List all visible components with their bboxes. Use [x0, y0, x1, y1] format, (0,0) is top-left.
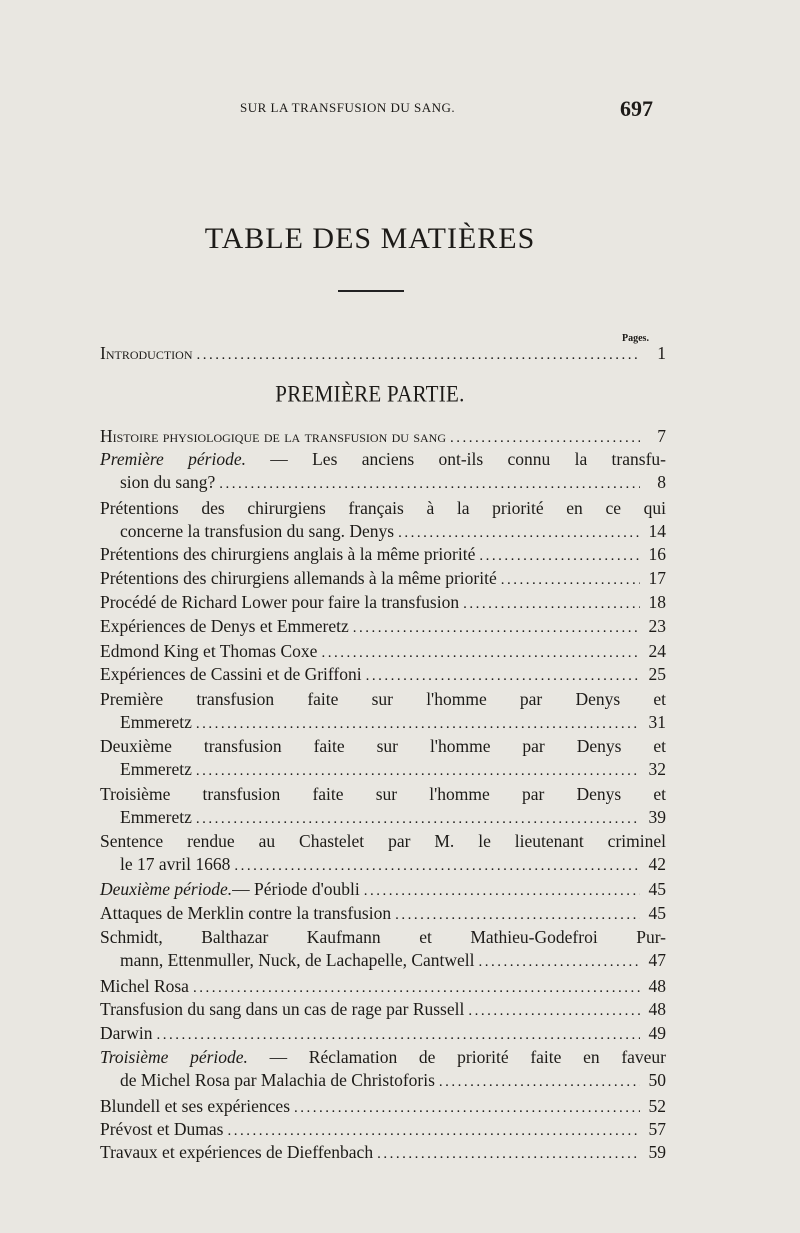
toc-entry-line1: — Les anciens ont-ils connu la transfu- [245, 449, 666, 469]
toc-entry [100, 998, 666, 1021]
toc-entry-page: 14 [648, 521, 666, 541]
toc-entry-page: 16 [648, 544, 666, 564]
toc-entry-text [100, 783, 666, 806]
toc-entry [100, 1141, 666, 1164]
toc-entry-line2: mann, Ettenmuller, Nuck, de Lachapelle, Cantwell [120, 950, 475, 970]
toc-entry [100, 926, 666, 972]
toc-entry-text [100, 830, 666, 853]
toc-entry-line1: Edmond King et Thomas Coxe [100, 641, 318, 661]
leader-dots [219, 473, 640, 496]
toc-entry-line2: le 17 avril 1668 [120, 854, 231, 874]
toc-entry-line1: Expériences de Denys et Emmeretz [100, 616, 349, 636]
leader-dots [398, 522, 640, 545]
toc-entry [100, 878, 666, 901]
toc-entry-page: 24 [648, 641, 666, 661]
toc-entry-page: 23 [648, 616, 666, 636]
leader-dots [294, 1097, 640, 1120]
leader-dots [395, 904, 640, 927]
toc-entry-line2: Emmeretz [120, 712, 192, 732]
toc-entry-page: 52 [648, 1096, 666, 1116]
toc-entry-line1: Darwin [100, 1023, 153, 1043]
leader-dots [196, 713, 640, 736]
toc-entry [100, 902, 666, 925]
toc-entry-text [100, 926, 666, 949]
toc-entry-line2: concerne la transfusion du sang. Denys [120, 521, 395, 541]
toc-entry [100, 975, 666, 998]
leader-dots [197, 344, 641, 367]
toc-entry-page: 47 [648, 950, 666, 970]
toc-entry [100, 663, 666, 686]
toc-entry-page: 48 [648, 976, 666, 996]
leader-dots [439, 1071, 640, 1094]
page-title: TABLE DES MATIÈRES [204, 222, 536, 255]
toc-entry-line1: Schmidt, Balthazar Kaufmann et Mathieu-Godefroi Pur- [100, 927, 666, 947]
pages-column-label: Pages. [622, 333, 649, 344]
leader-dots [353, 617, 640, 640]
toc-entry-page: 18 [648, 592, 666, 612]
toc-entry-page: 39 [648, 807, 666, 827]
toc-entry [100, 640, 666, 663]
toc-entry-text [100, 735, 666, 758]
toc-entry-page: 1 [657, 343, 666, 363]
toc-entry-period: Deuxième période. [100, 879, 233, 899]
leader-dots [450, 427, 640, 450]
toc-entry [100, 543, 666, 566]
toc-entry-text [100, 688, 666, 711]
leader-dots [501, 569, 640, 592]
leader-dots [321, 642, 640, 665]
toc-entry [100, 783, 666, 829]
toc-entry-line1: Michel Rosa [100, 976, 189, 996]
toc-entry [100, 830, 666, 876]
toc-entry-line1: Expériences de Cassini et de Griffoni [100, 664, 362, 684]
toc-entry [100, 1022, 666, 1045]
leader-dots [364, 880, 640, 903]
toc-entry-line1: Deuxième transfusion faite sur l'homme par Denys et [100, 736, 666, 756]
toc-entry [100, 735, 666, 781]
toc-entry-line1: Prétentions des chirurgiens français à la priorité en ce qui [100, 498, 666, 518]
toc-entry-text [100, 497, 666, 520]
toc-entry [100, 497, 666, 543]
toc-entry-page: 45 [648, 879, 666, 899]
toc-entry-line1: — Période d'oubli [232, 879, 360, 899]
part-heading: PREMIÈRE PARTIE. [275, 381, 465, 407]
toc-entry [100, 1095, 666, 1118]
leader-dots [463, 593, 640, 616]
toc-entry-page: 57 [648, 1119, 666, 1139]
toc-entry-heading: Histoire physiologique de la transfusion du sang [100, 426, 447, 446]
leader-dots [156, 1024, 640, 1047]
toc-entry-page: 25 [648, 664, 666, 684]
toc-entry-line1: Première transfusion faite sur l'homme par Denys et [100, 689, 666, 709]
leader-dots [468, 1000, 640, 1023]
toc-entry-line1: Troisième transfusion faite sur l'homme par Denys et [100, 784, 666, 804]
toc-entry [100, 688, 666, 734]
page-number: 697 [620, 96, 653, 121]
toc-entry-page: 42 [648, 854, 666, 874]
leader-dots [234, 855, 640, 878]
toc-entry-page: 45 [648, 903, 666, 923]
toc-entry-period: Troisième période. [100, 1047, 248, 1067]
toc-entry-line1: Prétentions des chirurgiens anglais à la même priorité [100, 544, 476, 564]
toc-entry-label: Introduction [100, 343, 193, 363]
leader-dots [377, 1143, 640, 1166]
running-title: SUR LA TRANSFUSION DU SANG. [240, 100, 456, 115]
toc-entry [100, 567, 666, 590]
toc-entry-line1: Prévost et Dumas [100, 1119, 224, 1139]
toc-entry-page: 31 [648, 712, 666, 732]
toc-entry-page: 59 [648, 1142, 666, 1162]
toc-entry-text [100, 448, 666, 471]
toc-entry-page: 17 [648, 568, 666, 588]
toc-entry-line2: de Michel Rosa par Malachia de Christoforis [120, 1070, 435, 1090]
leader-dots [196, 760, 640, 783]
toc-entry-text [100, 1046, 666, 1069]
leader-dots [193, 977, 640, 1000]
toc-entry-line2: Emmeretz [120, 807, 192, 827]
toc-entry-line1: Travaux et expériences de Dieffenbach [100, 1142, 374, 1162]
toc-entry-line1: Blundell et ses expériences [100, 1096, 291, 1116]
toc-entry-page: 8 [657, 472, 666, 492]
toc-entry [100, 425, 666, 448]
toc-entry-line1: Sentence rendue au Chastelet par M. le lieutenant criminel [100, 831, 666, 851]
leader-dots [227, 1120, 640, 1143]
leader-dots [479, 951, 640, 974]
toc-entry [100, 591, 666, 614]
toc-entry-line2: sion du sang? [120, 472, 216, 492]
leader-dots [479, 545, 640, 568]
leader-dots [196, 808, 640, 831]
toc-entry [100, 615, 666, 638]
toc-entry-page: 50 [648, 1070, 666, 1090]
toc-entry-period: Première période. [100, 449, 246, 469]
toc-entry [100, 448, 666, 494]
toc-entry-line2: Emmeretz [120, 759, 192, 779]
toc-entry [100, 1046, 666, 1092]
toc-entry-introduction [100, 342, 666, 365]
toc-entry-page: 7 [657, 426, 666, 446]
toc-entry [100, 1118, 666, 1141]
toc-entry-page: 32 [648, 759, 666, 779]
toc-entry-line1: Attaques de Merklin contre la transfusion [100, 903, 392, 923]
toc-entry-line1: Prétentions des chirurgiens allemands à la même priorité [100, 568, 497, 588]
toc-entry-line1: Procédé de Richard Lower pour faire la transfusion [100, 592, 460, 612]
toc-entry-line1: — Réclamation de priorité faite en faveur [247, 1047, 667, 1067]
toc-entry-page: 48 [648, 999, 666, 1019]
toc-entry-line1: Transfusion du sang dans un cas de rage par Russell [100, 999, 465, 1019]
toc-entry-page: 49 [648, 1023, 666, 1043]
leader-dots [366, 665, 640, 688]
title-divider [338, 290, 404, 292]
